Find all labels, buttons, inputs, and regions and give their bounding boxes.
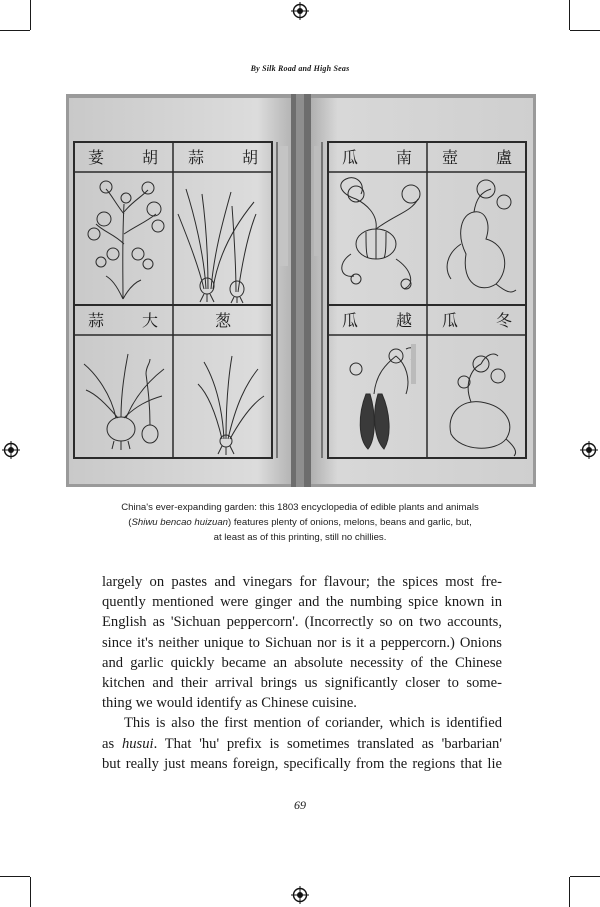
heading-glyph: 冬 [495,311,513,330]
text-line: thing we would identify as Chinese cuisine. [102,695,357,712]
heading-glyph: 壺 [441,148,459,167]
text-line: quently mentioned were ginger and the numbing spice known in [102,594,502,611]
text-line: kitchen and their arrival brings us significantly closer to some- [102,675,502,692]
heading-glyph: 大 [141,311,159,330]
crop-mark [0,876,30,877]
caption-fragment: ( [128,517,132,528]
text-fragment: as [102,735,122,752]
heading-glyph: 盧 [495,148,513,167]
text-line: largely on pastes and vinegars for flavour; the spices most fre- [102,574,502,590]
registration-mark-icon [580,441,598,459]
text-line: This is also the first mention of coriander, which is identified [124,715,502,732]
encyclopedia-photo [66,94,536,487]
body-text [102,572,502,774]
crop-mark [570,30,600,31]
caption-line: at least as of this printing, still no chillies. [213,532,387,543]
running-head: By Silk Road and High Seas [250,64,350,73]
registration-mark-icon [291,2,309,20]
crop-mark [569,0,570,30]
heading-glyph: 荽 [87,148,105,167]
text-line: since it's neither unique to Sichuan nor is it a peppercorn.) Onions [102,634,502,651]
crop-mark [30,0,31,30]
heading-glyph: 越 [395,311,413,330]
caption-fragment: ) features plenty of onions, melons, beans and garlic, but, [228,517,472,528]
registration-mark-icon [2,441,20,459]
crop-mark [0,30,30,31]
text-fragment: . That 'hu' prefix is sometimes translated as 'barbarian' [153,735,502,752]
heading-glyph: 葱 [214,311,232,330]
pinyin-term: husui [121,735,154,752]
caption-line [70,515,530,530]
heading-glyph: 瓜 [441,311,459,330]
crop-mark [30,877,31,907]
heading-glyph: 蒜 [187,148,205,167]
registration-mark-icon [291,886,309,904]
heading-glyph: 南 [395,148,413,167]
crop-mark [569,877,570,907]
caption-line: China's ever-expanding garden: this 1803 encyclopedia of edible plants and animals [121,502,479,513]
text-line: and garlic quickly became an absolute necessity of the Chinese [102,654,502,671]
heading-glyph: 胡 [241,148,259,167]
figure-caption [70,500,530,545]
page-number: 69 [294,798,306,812]
text-line: English as 'Sichuan peppercorn'. (Incorrectly so on two accounts, [102,614,502,631]
heading-glyph: 胡 [141,148,159,167]
book-title: Shiwu bencao huizuan [131,517,229,528]
text-line: but really just means foreign, specifically from the regions that lie [102,755,502,772]
heading-glyph: 瓜 [341,311,359,330]
text-line [102,734,502,754]
heading-glyph: 蒜 [87,311,105,330]
woodblock-print-illustration [66,94,536,487]
heading-glyph: 瓜 [341,148,359,167]
crop-mark [570,876,600,877]
